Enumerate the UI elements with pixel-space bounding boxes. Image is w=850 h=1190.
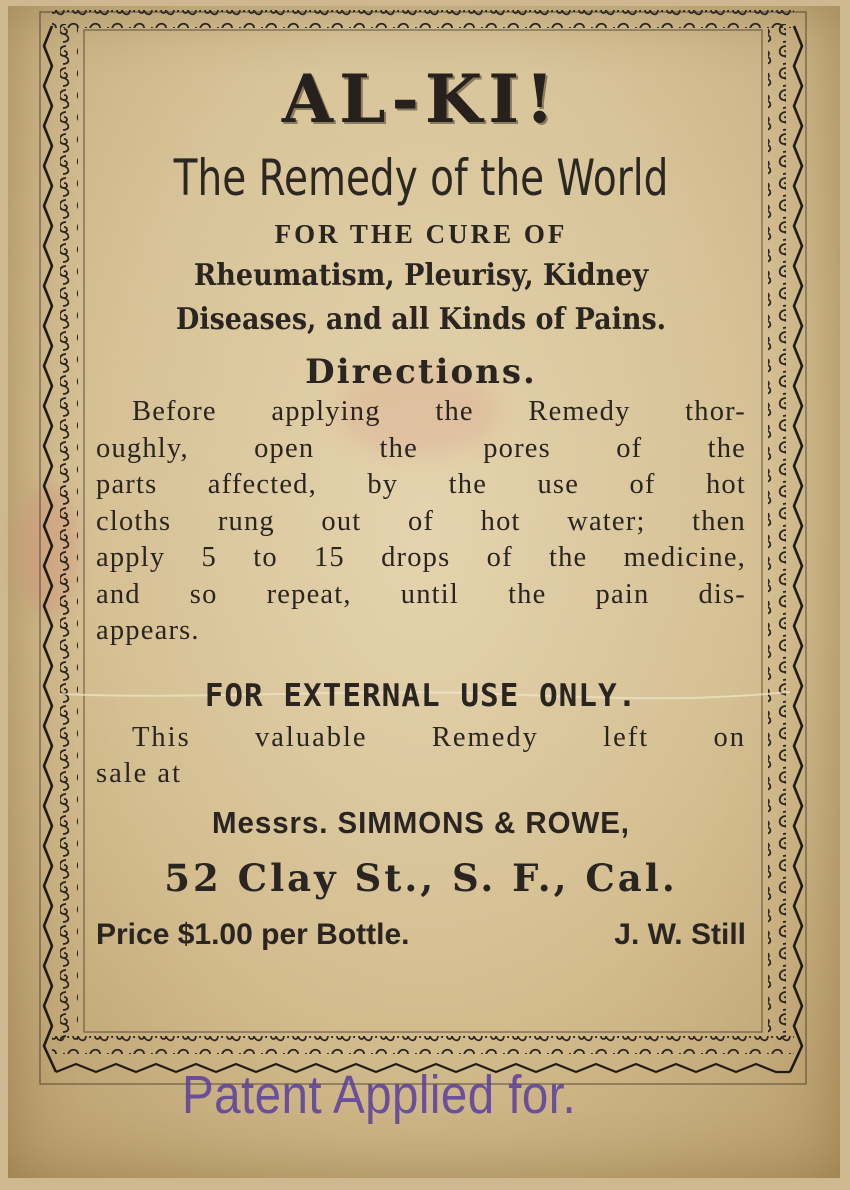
ailments-line-2: Diseases, and all Kinds of Pains. bbox=[175, 302, 667, 337]
directions-line: cloths rung out of hot water; then bbox=[96, 505, 746, 537]
directions-line: Before applying the Remedy thor- bbox=[132, 396, 746, 427]
directions-text bbox=[96, 394, 746, 650]
seller-name: Messrs. SIMMONS & ROWE, bbox=[212, 804, 630, 840]
patent-stamp: Patent Applied for. bbox=[182, 1065, 577, 1125]
directions-heading: Directions. bbox=[305, 352, 537, 392]
sale-line-1: This valuable Remedy left on bbox=[132, 721, 746, 753]
price-row bbox=[96, 912, 746, 958]
cure-heading: FOR THE CURE OF bbox=[274, 219, 568, 249]
directions-line: apply 5 to 15 drops of the medicine, bbox=[96, 542, 746, 573]
directions-line: parts affected, by the use of hot bbox=[96, 469, 746, 500]
product-subtitle: The Remedy of the World bbox=[173, 149, 669, 207]
external-use-warning: FOR EXTERNAL USE ONLY. bbox=[204, 677, 638, 714]
price-text: Price $1.00 per Bottle. bbox=[96, 917, 410, 951]
directions-line: and so repeat, until the pain dis- bbox=[96, 578, 746, 610]
seller-address: 52 Clay St., S. F., Cal. bbox=[164, 855, 678, 900]
product-title: AL-KI! bbox=[281, 60, 561, 138]
sale-notice bbox=[96, 720, 746, 792]
label-content bbox=[96, 60, 746, 958]
directions-line: appears. bbox=[96, 615, 200, 646]
directions-line: oughly, open the pores of the bbox=[96, 432, 746, 464]
ailments-line-1: Rheumatism, Pleurisy, Kidney bbox=[193, 258, 649, 293]
sale-line-2: sale at bbox=[96, 757, 183, 789]
maker-name: J. W. Still bbox=[614, 917, 746, 951]
